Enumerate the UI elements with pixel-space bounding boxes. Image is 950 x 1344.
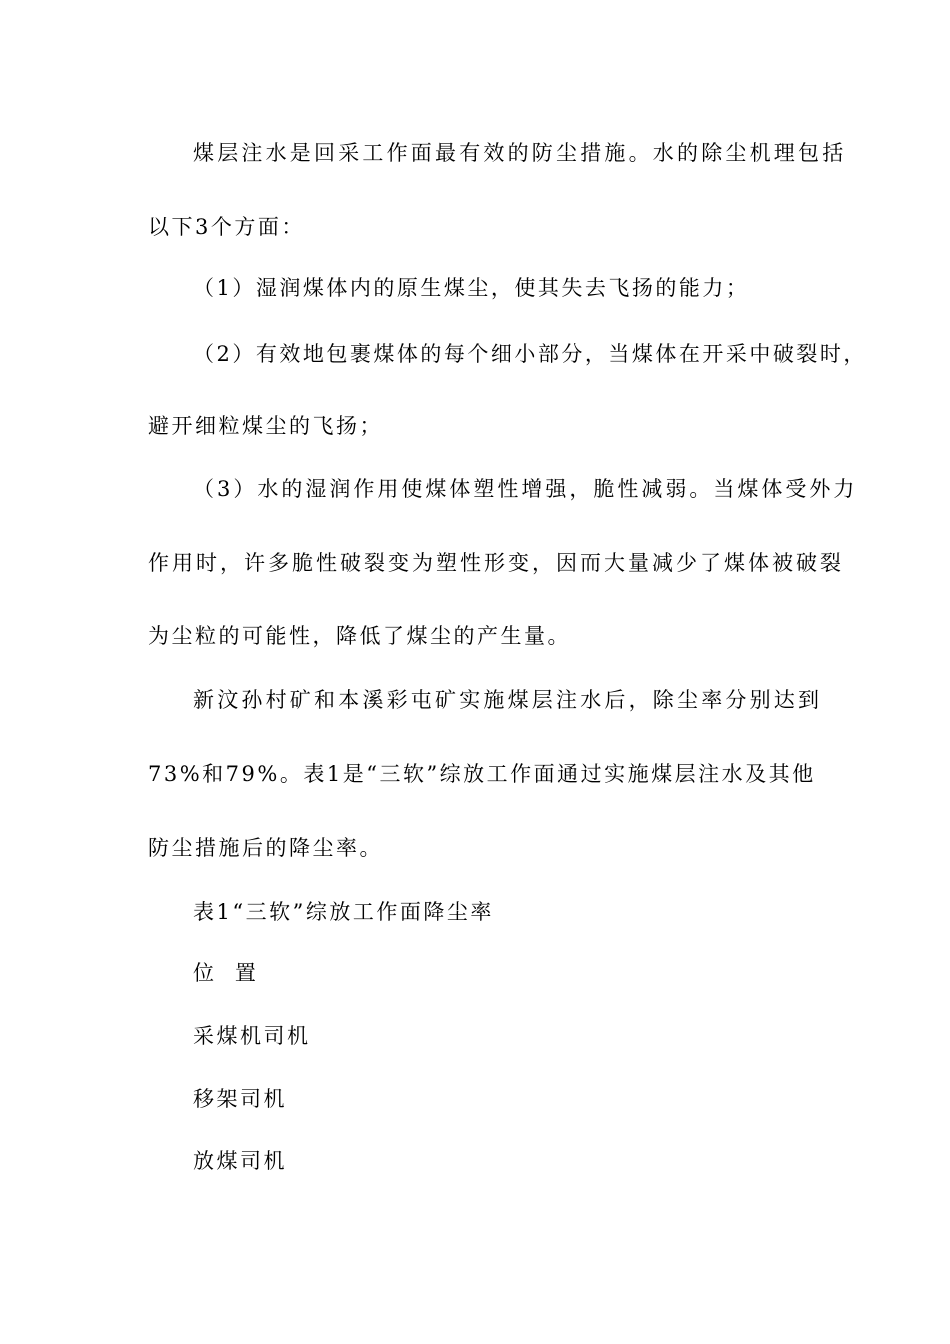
list-item-2-line-2: 避开细粒煤尘的飞扬；: [148, 414, 383, 438]
table-row-1: 采煤机司机: [193, 1024, 311, 1048]
paragraph-1-line-1: 煤层注水是回采工作面最有效的防尘措施。水的除尘机理包括: [193, 141, 847, 165]
table-row-3: 放煤司机: [193, 1149, 287, 1173]
list-item-1: （1）湿润煤体内的原生煤尘，使其失去飞扬的能力；: [193, 276, 750, 300]
paragraph-5-line-2: 73%和79%。表1是“三软”综放工作面通过实施煤层注水及其他: [148, 762, 816, 786]
list-item-2-line-1: （2）有效地包裹煤体的每个细小部分，当煤体在开采中破裂时，: [193, 342, 867, 366]
table-caption: 表1“三软”综放工作面降尘率: [193, 900, 494, 924]
list-item-3-line-1: （3）水的湿润作用使煤体塑性增强，脆性减弱。当煤体受外力: [193, 477, 858, 501]
list-item-3-line-3: 为尘粒的可能性，降低了煤尘的产生量。: [148, 624, 571, 648]
table-row-2: 移架司机: [193, 1087, 287, 1111]
paragraph-5-line-3: 防尘措施后的降尘率。: [148, 836, 383, 860]
list-item-3-line-2: 作用时，许多脆性破裂变为塑性形变，因而大量减少了煤体被破裂: [148, 551, 844, 575]
table-header-position: 位 置: [193, 961, 259, 985]
paragraph-5-line-1: 新汶孙村矿和本溪彩屯矿实施煤层注水后，除尘率分别达到: [193, 688, 823, 712]
paragraph-1-line-2: 以下3个方面：: [148, 215, 305, 239]
